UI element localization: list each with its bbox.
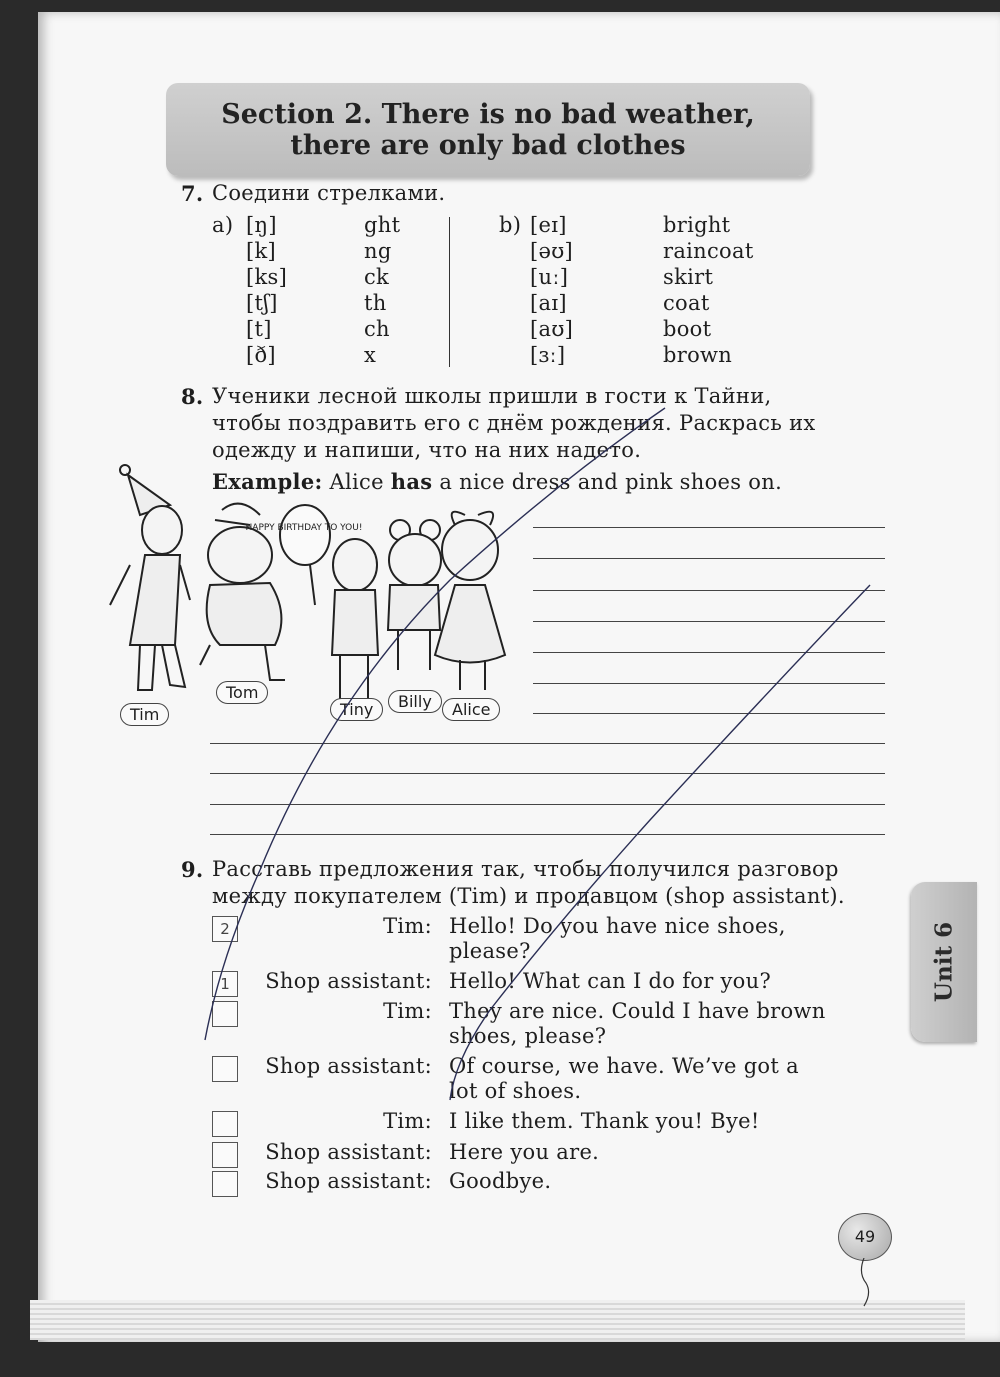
- name-label-tom: Tom: [216, 681, 268, 704]
- ex8-line2: чтобы поздравить его с днём рождения. Раскрась их: [212, 411, 816, 435]
- ex7-a-letters-item: ch: [364, 317, 390, 341]
- dialogue-line: Goodbye.: [449, 1169, 552, 1193]
- ex7-b-words-item: brown: [663, 343, 733, 367]
- example-a: Alice: [329, 470, 384, 494]
- ex7-b-sounds-item: [ɜː]: [530, 343, 566, 367]
- balloon-text: HAPPY BIRTHDAY TO YOU!: [245, 523, 363, 533]
- ex7-a-sounds-item: [k]: [246, 239, 277, 263]
- speaker-label: Tim:: [383, 999, 432, 1023]
- speaker-label: Shop assistant:: [265, 1054, 432, 1078]
- ex7-a-label: a): [212, 213, 234, 237]
- ex7-b-sounds-item: [eɪ]: [530, 213, 567, 237]
- header-line2: there are only bad clothes: [290, 130, 686, 161]
- ex8-number: 8.: [181, 384, 204, 409]
- dialogue-line: Hello! Do you have nice shoes,: [449, 914, 786, 938]
- example-b: has: [390, 469, 433, 494]
- ex7-a-sounds-item: [t]: [246, 317, 272, 341]
- dialogue-line: Of course, we have. We’ve got a: [449, 1054, 799, 1078]
- unit-tab: Unit 6: [911, 882, 977, 1042]
- example-label: Example:: [212, 469, 323, 494]
- ex7-a-letters-item: ng: [364, 239, 392, 263]
- ex7-b-words-item: boot: [663, 317, 712, 341]
- order-box[interactable]: 2: [212, 916, 238, 942]
- dialogue-line-cont: lot of shoes.: [449, 1079, 582, 1103]
- ex7-a-letters-item: x: [364, 343, 377, 367]
- page-number: 49: [838, 1213, 892, 1261]
- dialogue-line: They are nice. Could I have brown: [449, 999, 826, 1023]
- name-label-tiny: Tiny: [330, 698, 383, 721]
- header-line1: Section 2. There is no bad weather,: [221, 99, 755, 130]
- speaker-label: Tim:: [383, 1109, 432, 1133]
- example-c: a nice dress and pink shoes on.: [439, 470, 783, 494]
- balloon-string: [856, 1258, 876, 1308]
- ex7-a-sounds-item: [ks]: [246, 265, 288, 289]
- ex7-a-letters-item: ght: [364, 213, 401, 237]
- name-label-alice: Alice: [442, 698, 500, 721]
- ex7-b-sounds-item: [aʊ]: [530, 317, 574, 341]
- speaker-label: Shop assistant:: [265, 1169, 432, 1193]
- dialogue-line: I like them. Thank you! Bye!: [449, 1109, 760, 1133]
- ex7-b-sounds-item: [uː]: [530, 265, 569, 289]
- ex7-b-words-item: bright: [663, 213, 731, 237]
- speaker-label: Shop assistant:: [265, 1140, 432, 1164]
- ex7-number: 7.: [181, 181, 204, 206]
- ex9-number: 9.: [181, 857, 204, 882]
- ex7-b-words-item: raincoat: [663, 239, 754, 263]
- ex7-b-words-item: skirt: [663, 265, 714, 289]
- ex7-a-letters-item: th: [364, 291, 387, 315]
- dialogue-line: Here you are.: [449, 1140, 600, 1164]
- speaker-label: Tim:: [383, 914, 432, 938]
- ex7-b-sounds-item: [əʊ]: [530, 239, 574, 263]
- ex8-line1: Ученики лесной школы пришли в гости к Тайни,: [212, 384, 772, 408]
- ex7-a-letters-item: ck: [364, 265, 390, 289]
- ex8-line3: одежду и напиши, что на них надето.: [212, 438, 642, 462]
- ex7-a-sounds-item: [ð]: [246, 343, 276, 367]
- ex7-b-sounds-item: [aɪ]: [530, 291, 567, 315]
- order-box[interactable]: 1: [212, 971, 238, 997]
- ex9-line2: между покупателем (Tim) и продавцом (shop assistant).: [212, 884, 845, 908]
- name-label-billy: Billy: [388, 690, 442, 713]
- ex7-a-sounds-item: [tʃ]: [246, 291, 278, 315]
- dialogue-line-cont: shoes, please?: [449, 1024, 607, 1048]
- ex7-b-label: b): [499, 213, 522, 237]
- speaker-label: Shop assistant:: [265, 969, 432, 993]
- ex7-b-words-item: coat: [663, 291, 710, 315]
- ex7-a-sounds-item: [ŋ]: [246, 213, 277, 237]
- dialogue-line: Hello! What can I do for you?: [449, 969, 772, 993]
- name-label-tim: Tim: [120, 703, 169, 726]
- ex9-line1: Расставь предложения так, чтобы получился разговор: [212, 857, 839, 881]
- ex7-instruction: Соедини стрелками.: [212, 181, 446, 205]
- dialogue-line-cont: please?: [449, 939, 531, 963]
